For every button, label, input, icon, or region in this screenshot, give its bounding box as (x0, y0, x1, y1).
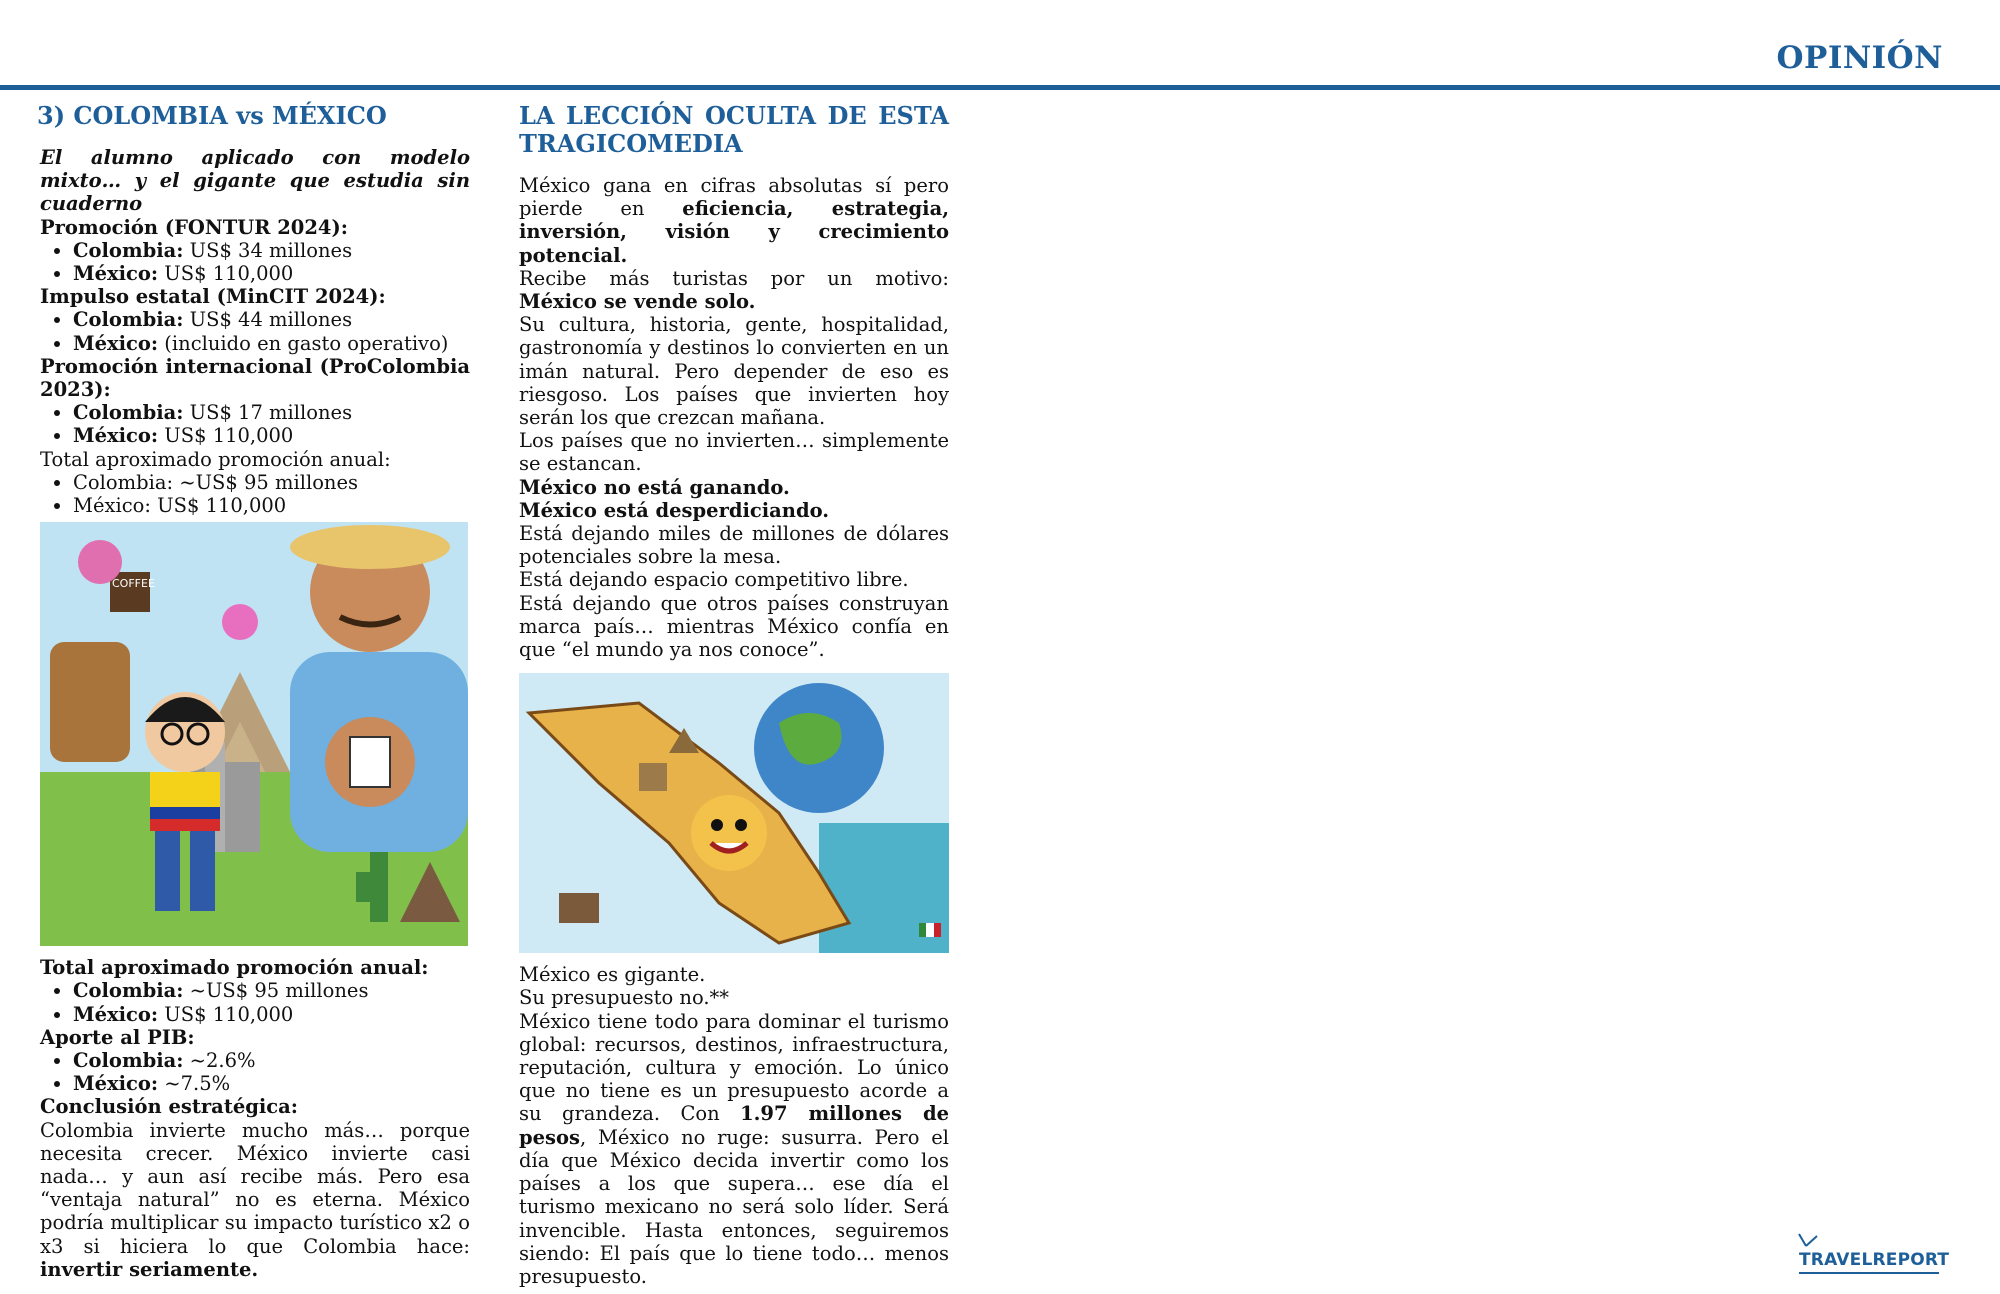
list-item: • Colombia: US$ 17 millones (73, 401, 470, 424)
list-item: • Colombia: ~US$ 95 millones (73, 471, 470, 494)
travelreport-logo (1785, 1232, 1950, 1277)
list-item: • México: US$ 110,000 (73, 1003, 470, 1026)
article-heading: LA LECCIÓN OCULTA DE ESTA TRAGICOMEDIA (519, 101, 949, 158)
impulso-list (40, 308, 470, 354)
paragraph: Su presupuesto no.** (519, 986, 730, 1010)
conclusion-paragraph: Colombia invierte mucho más… porque necesita crecer. México invierte casi nada… y aun así recibe más. Pero esa “ventaja natural” no es eterna. México podría multiplicar su impacto turístico x2 o x3 si hiciera lo que Colombia hace: invertir seriamente. (40, 1118, 470, 1281)
paragraph: Los países que no invierten… simplemente se estancan. (519, 429, 949, 476)
pib-label: Aporte al PIB: (40, 1025, 195, 1049)
total-plain-label: Total aproximado promoción anual: (40, 447, 391, 471)
pib-list (40, 1049, 470, 1095)
section-label: OPINIÓN (1776, 40, 1943, 76)
list-item: • Colombia: ~2.6% (73, 1049, 470, 1072)
paragraph: México está desperdiciando. (519, 498, 830, 522)
logo-underline (1799, 1272, 1939, 1274)
list-item: • México: (incluido en gasto operativo) (73, 332, 470, 355)
list-item: • México: US$ 110,000 (73, 424, 470, 447)
promo-label: Promoción (FONTUR 2024): (40, 215, 348, 239)
column-colombia-vs-mexico (37, 101, 470, 1281)
intl-label: Promoción internacional (ProColombia 2023): (40, 354, 470, 402)
paragraph: México no está ganando. (519, 475, 790, 499)
paragraph: Está dejando miles de millones de dólares potenciales sobre la mesa. (519, 522, 949, 569)
paragraph: Está dejando espacio competitivo libre. (519, 568, 909, 592)
paragraph: México tiene todo para dominar el turismo global: recursos, destinos, infraestructura, reputación, cultura y emoción. Lo único que no tiene es un presupuesto acorde a su grandeza. Con 1.97 millones de pesos, México no ruge: susurra. Pero el día que México decida invertir como los países a los que supera… ese día el turismo mexicano no será solo líder. Será invencible. Hasta entonces, seguiremos siendo: El país que lo tiene todo… menos presupuesto. (519, 1009, 949, 1288)
column-leccion-oculta (519, 102, 949, 1288)
intl-list (40, 401, 470, 447)
header-rule (0, 85, 2000, 90)
paragraph: México es gigante. (519, 963, 706, 987)
article-subtitle: El alumno aplicado con modelo mixto… y el gigante que estudia sin cuaderno (40, 146, 470, 216)
list-item: • Colombia: ~US$ 95 millones (73, 979, 470, 1002)
list-item: • México: US$ 110,000 (73, 262, 470, 285)
mexico-globe-illustration (519, 673, 949, 953)
total-plain-list (40, 471, 470, 517)
impulso-label: Impulso estatal (MinCIT 2024): (40, 285, 386, 309)
paragraph: Recibe más turistas por un motivo: México se vende solo. (519, 266, 949, 314)
total-label: Total aproximado promoción anual: (40, 956, 429, 980)
total-list (40, 979, 470, 1025)
logo-wordmark: TRAVELREPORT (1799, 1250, 1950, 1270)
paragraph: México gana en cifras absolutas sí pero pierde en eficiencia, estrategia, inversión, visión y crecimiento potencial. (519, 174, 949, 267)
article-heading: 3) COLOMBIA vs MÉXICO (37, 101, 387, 130)
list-item: • México: US$ 110,000 (73, 494, 470, 517)
paragraph: Su cultura, historia, gente, hospitalidad, gastronomía y destinos lo convierten en un imán natural. Pero depender de eso es riesgoso. Los países que invierten hoy serán los que crezcan mañana. (519, 313, 949, 430)
paragraph: Está dejando que otros países construyan marca país… mientras México confía en que “el mundo ya nos conoce”. (519, 591, 949, 662)
conclusion-label: Conclusión estratégica: (40, 1095, 298, 1119)
promo-list (40, 239, 470, 285)
coffee-label: COFFEE (112, 577, 155, 591)
list-item: • México: ~7.5% (73, 1072, 470, 1095)
colombia-mexico-illustration (40, 522, 470, 946)
list-item: • Colombia: US$ 34 millones (73, 239, 470, 262)
list-item: • Colombia: US$ 44 millones (73, 308, 470, 331)
